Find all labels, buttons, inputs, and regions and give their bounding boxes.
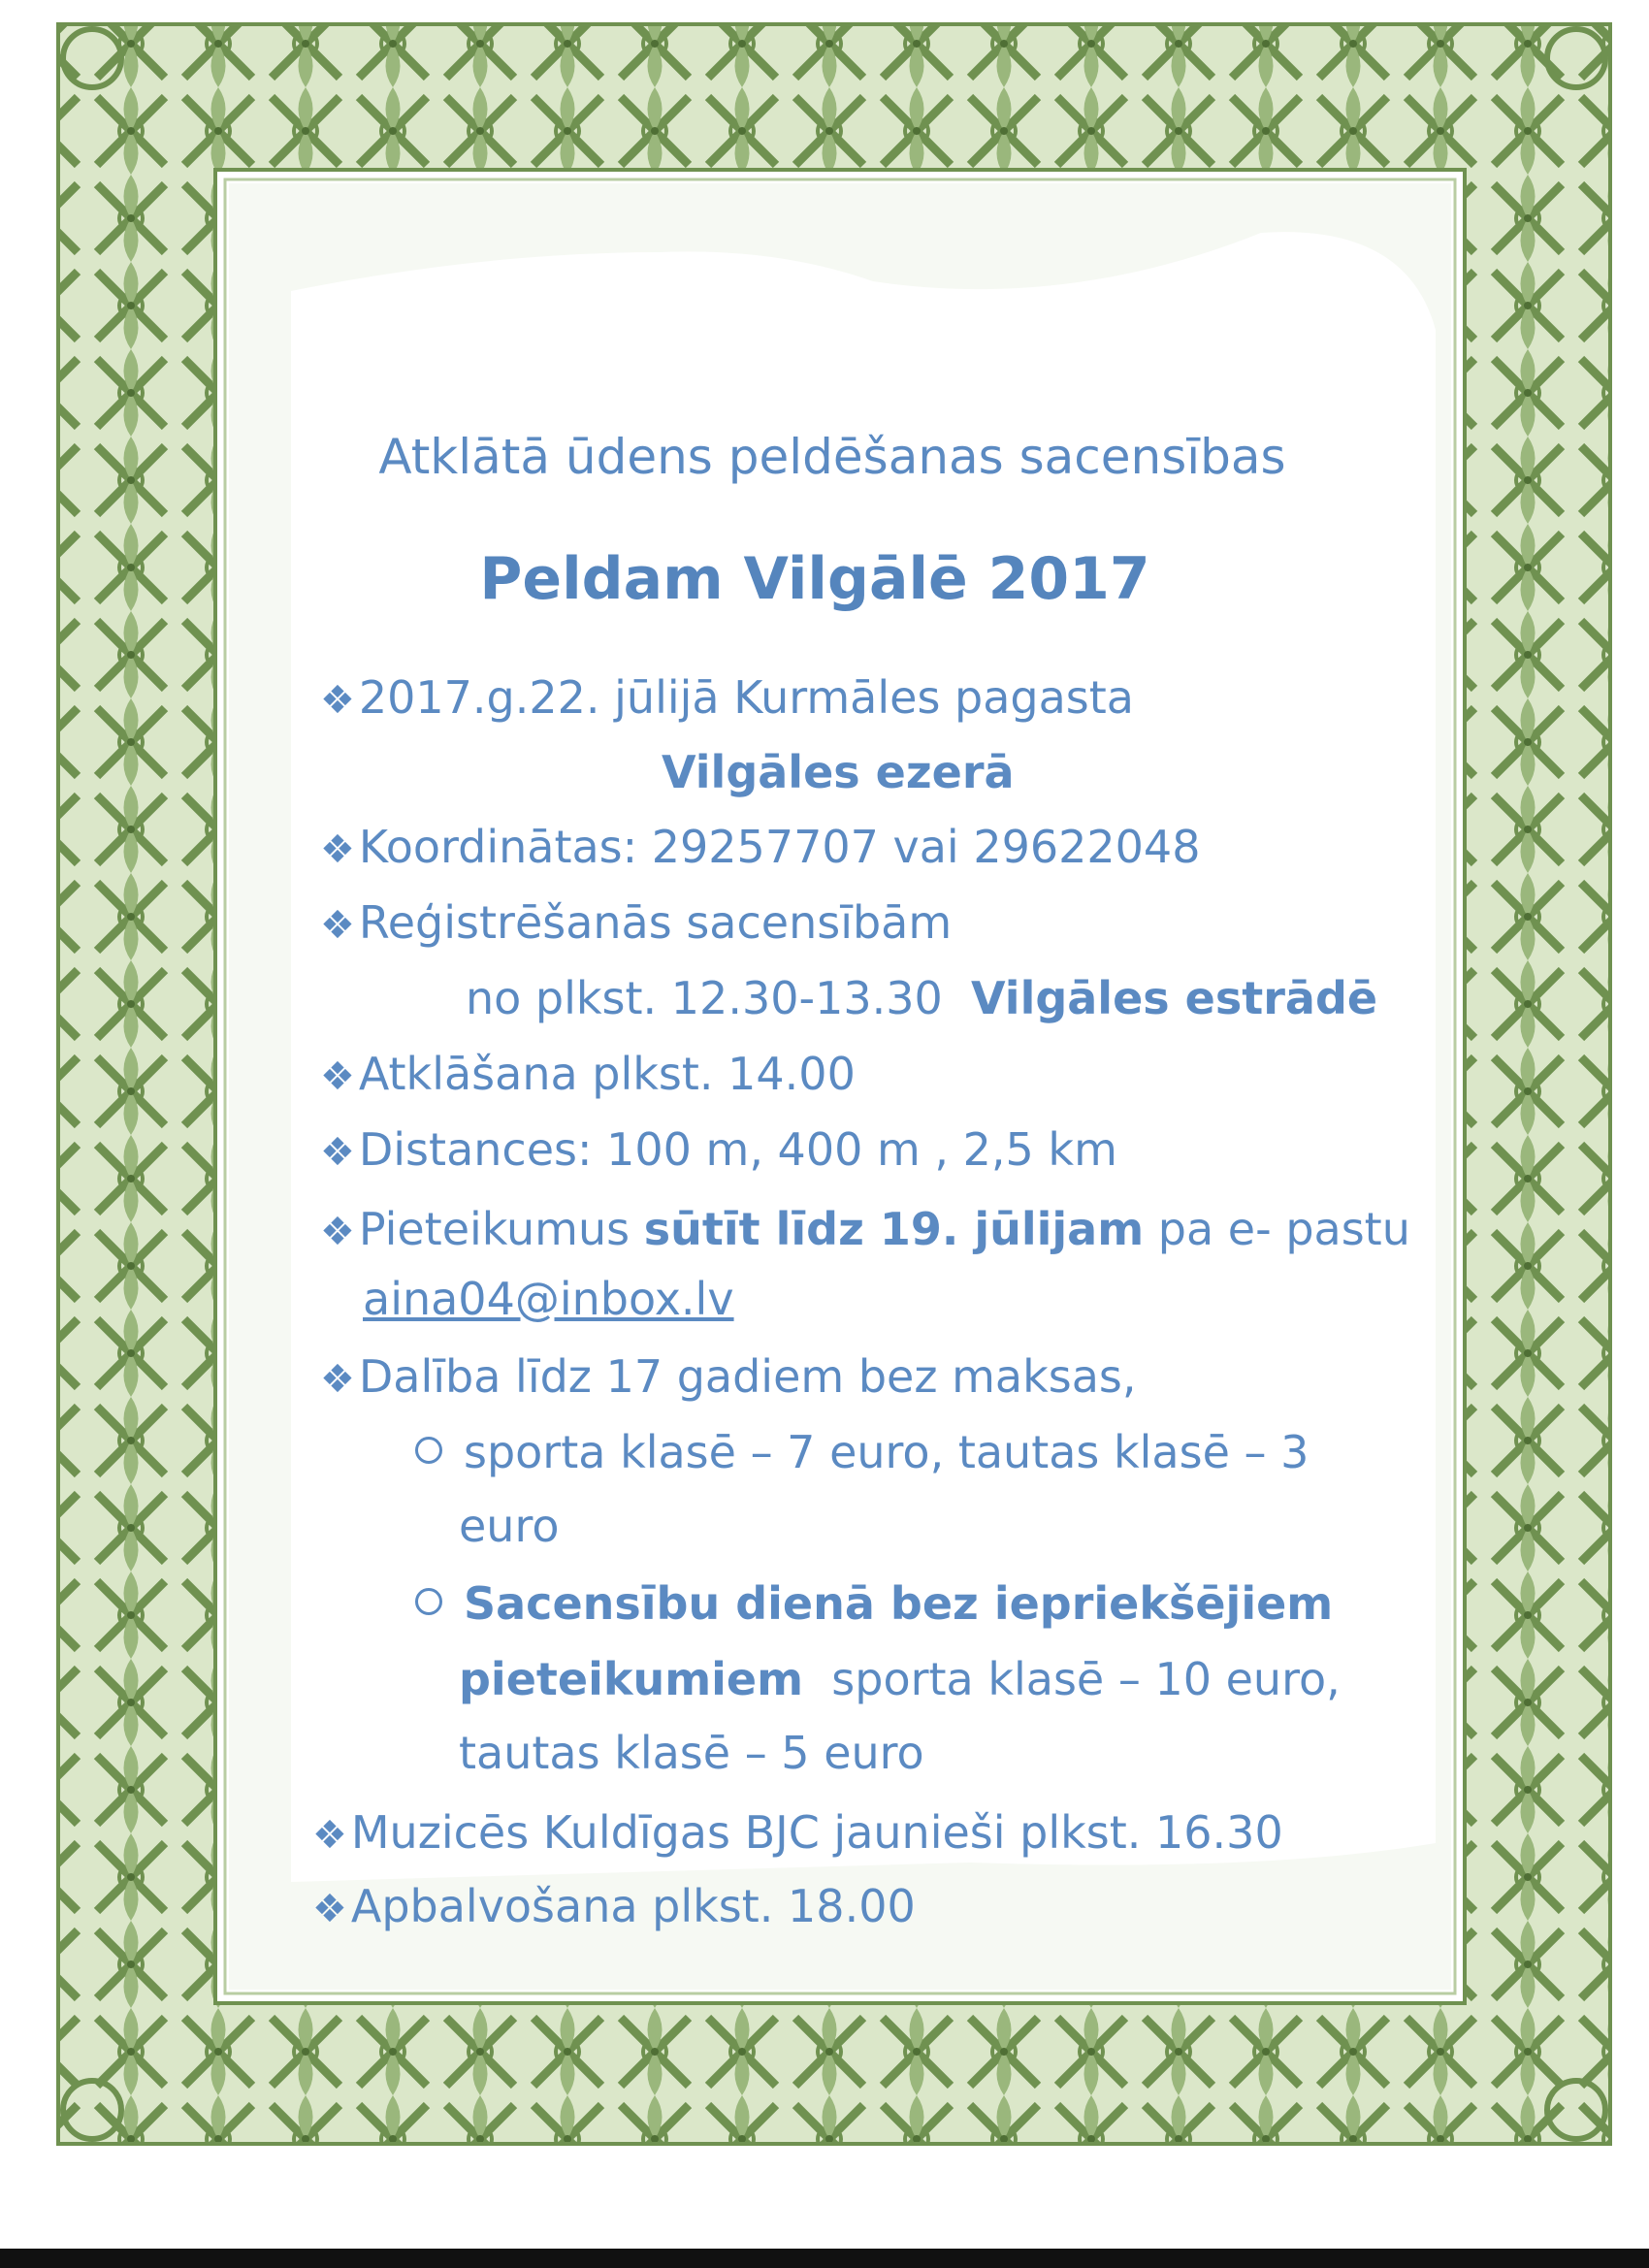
sub-item-fee2 xyxy=(415,1566,1333,1641)
circle-bullet-icon xyxy=(415,1588,442,1615)
list-item-awards xyxy=(312,1868,916,1947)
four-diamond-bullet-icon: ❖ xyxy=(320,903,355,948)
list-item-distances xyxy=(320,1112,1117,1190)
poster-title: Atklātā ūdens peldēšanas sacensības xyxy=(378,429,1286,485)
list-item-opening xyxy=(320,1036,856,1115)
fee2-bold-line2: pieteikumiem xyxy=(459,1653,804,1705)
applications-suffix: pa e- pastu xyxy=(1157,1203,1410,1255)
four-diamond-bullet-icon: ❖ xyxy=(312,1813,347,1858)
registration-time: no plkst. 12.30-13.30 xyxy=(466,972,943,1024)
applications-prefix: Pieteikumus xyxy=(358,1203,630,1255)
list-item-participation xyxy=(320,1339,1136,1417)
list-item-registration xyxy=(320,885,952,963)
email-text[interactable]: aina04@inbox.lv xyxy=(363,1273,734,1325)
four-diamond-bullet-icon: ❖ xyxy=(320,827,355,872)
poster-headline: Peldam Vilgālē 2017 xyxy=(479,545,1150,613)
four-diamond-bullet-icon: ❖ xyxy=(320,1054,355,1099)
date-text: 2017.g.22. jūlijā Kurmāles pagasta xyxy=(358,671,1134,724)
email-link[interactable] xyxy=(363,1261,734,1337)
sub-item-fee1 xyxy=(415,1414,1309,1490)
registration-text: Reģistrēšanās sacensībām xyxy=(358,896,953,949)
registration-detail xyxy=(466,960,1377,1036)
fee2-rest: sporta klasē – 10 euro, xyxy=(831,1653,1341,1705)
awards-text: Apbalvošana plkst. 18.00 xyxy=(350,1880,916,1932)
opening-text: Atklāšana plkst. 14.00 xyxy=(358,1048,856,1100)
four-diamond-bullet-icon: ❖ xyxy=(312,1887,347,1931)
list-item-date xyxy=(320,660,1134,738)
location-text: Vilgāles ezerā xyxy=(662,746,1015,798)
circle-bullet-icon xyxy=(415,1437,442,1464)
four-diamond-bullet-icon: ❖ xyxy=(320,1357,355,1402)
fee1-line2: euro xyxy=(459,1500,560,1552)
four-diamond-bullet-icon: ❖ xyxy=(320,1130,355,1175)
fee1-line1: sporta klasē – 7 euro, tautas klasē – 3 xyxy=(464,1426,1310,1478)
applications-deadline: sūtīt līdz 19. jūlijam xyxy=(643,1203,1145,1255)
fee2-line2 xyxy=(459,1641,1341,1717)
list-item-coordinates xyxy=(320,809,1200,888)
coordinates-text: Koordinātas: 29257707 vai 29622048 xyxy=(358,821,1201,873)
list-item-music xyxy=(312,1795,1283,1873)
music-text: Muzicēs Kuldīgas BJC jaunieši plkst. 16.30 xyxy=(350,1806,1283,1859)
fee2-bold-line1: Sacensību dienā bez iepriekšējiem xyxy=(464,1577,1334,1630)
distances-text: Distances: 100 m, 400 m , 2,5 km xyxy=(358,1123,1117,1176)
fee2-line3: tautas klasē – 5 euro xyxy=(459,1727,924,1779)
list-item-applications xyxy=(320,1191,1410,1270)
registration-place: Vilgāles estrādē xyxy=(971,972,1378,1024)
four-diamond-bullet-icon: ❖ xyxy=(320,1210,355,1254)
four-diamond-bullet-icon: ❖ xyxy=(320,678,355,723)
participation-text: Dalība līdz 17 gadiem bez maksas, xyxy=(358,1350,1137,1403)
